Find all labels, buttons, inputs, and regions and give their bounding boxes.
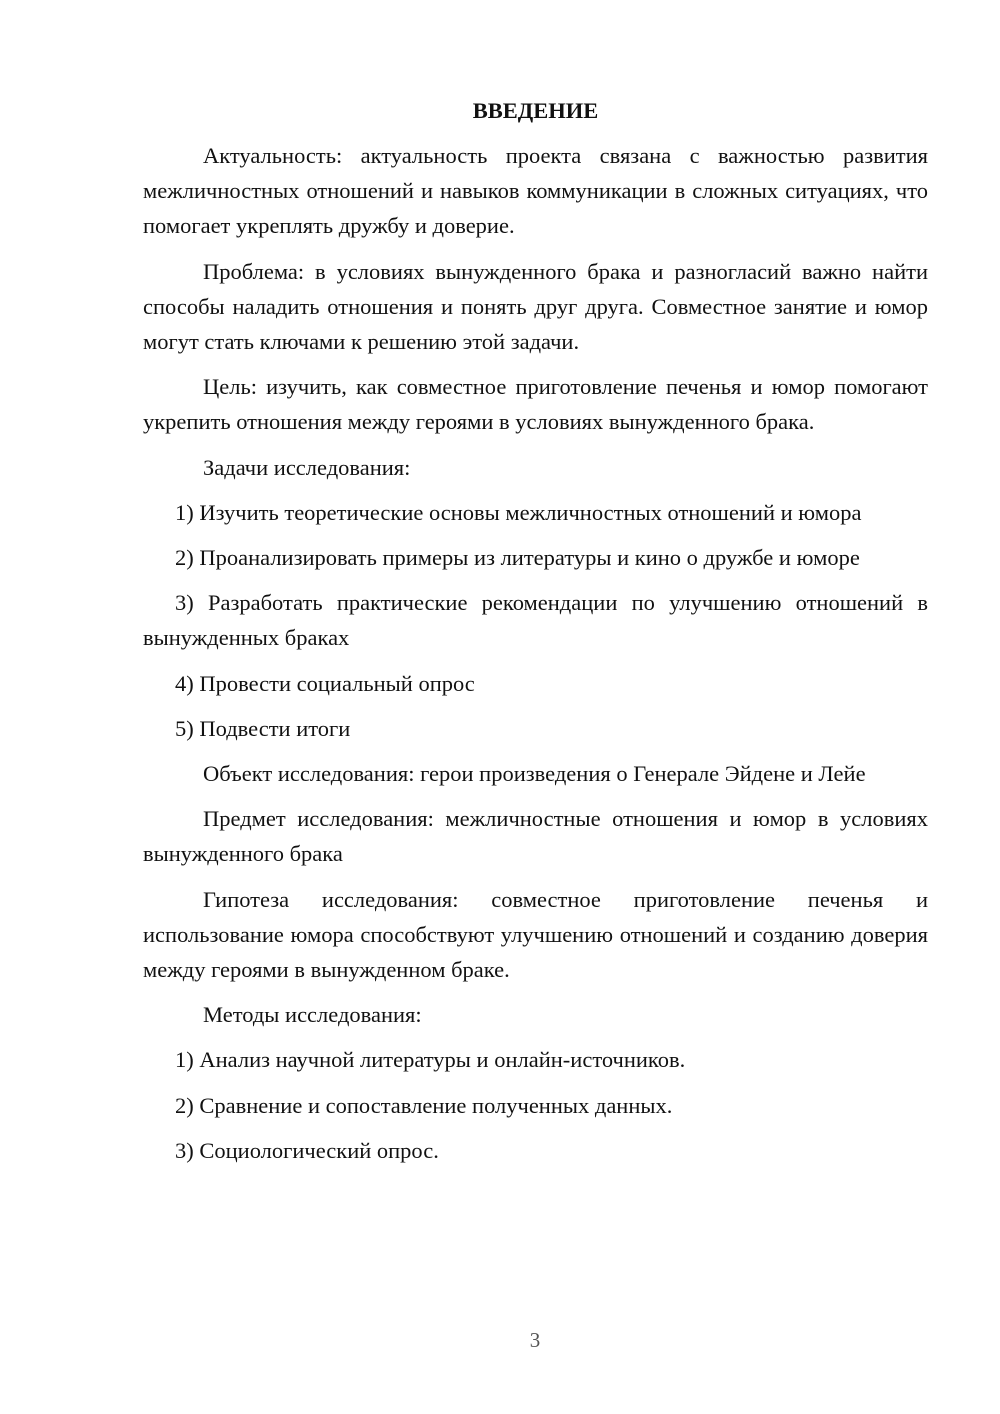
problem-paragraph: Проблема: в условиях вынужденного брака и разногласий важно найти способы наладить отношения и понять друг друга. Совместное занятие и юмор могут стать ключами к решению этой задачи. — [143, 258, 928, 355]
page-content — [143, 93, 928, 1178]
task-item-4: 4) Провести социальный опрос — [175, 670, 475, 696]
page-number: 3 — [529, 1328, 541, 1352]
methods-heading: Методы исследования: — [203, 1002, 422, 1028]
tasks-heading: Задачи исследования: — [203, 454, 411, 480]
hypothesis-paragraph: Гипотеза исследования: совместное приготовление печенья и использование юмора способствуют улучшению отношений и созданию доверия между героями в вынужденном браке. — [143, 886, 928, 983]
goal-paragraph: Цель: изучить, как совместное приготовление печенья и юмор помогают укрепить отношения между героями в условиях вынужденного брака. — [143, 374, 928, 435]
section-title: ВВЕДЕНИЕ — [472, 98, 599, 123]
task-item-1: 1) Изучить теоретические основы межличностных отношений и юмора — [175, 499, 862, 525]
subject-paragraph: Предмет исследования: межличностные отношения и юмор в условиях вынужденного брака — [143, 806, 928, 867]
task-item-3: 3) Разработать практические рекомендации по улучшению отношений в вынужденных браках — [143, 590, 928, 651]
object-paragraph: Объект исследования: герои произведения о Генерале Эйдене и Лейе — [203, 761, 866, 787]
method-item-1: 1) Анализ научной литературы и онлайн-источников. — [175, 1047, 686, 1073]
method-item-3: 3) Социологический опрос. — [175, 1137, 439, 1163]
task-item-2: 2) Проанализировать примеры из литературы и кино о дружбе и юморе — [175, 545, 860, 571]
method-item-2: 2) Сравнение и сопоставление полученных данных. — [175, 1092, 673, 1118]
relevance-paragraph: Актуальность: актуальность проекта связана с важностью развития межличностных отношений и навыков коммуникации в сложных ситуациях, что помогает укреплять дружбу и доверие. — [143, 143, 928, 239]
task-item-5: 5) Подвести итоги — [175, 715, 351, 741]
